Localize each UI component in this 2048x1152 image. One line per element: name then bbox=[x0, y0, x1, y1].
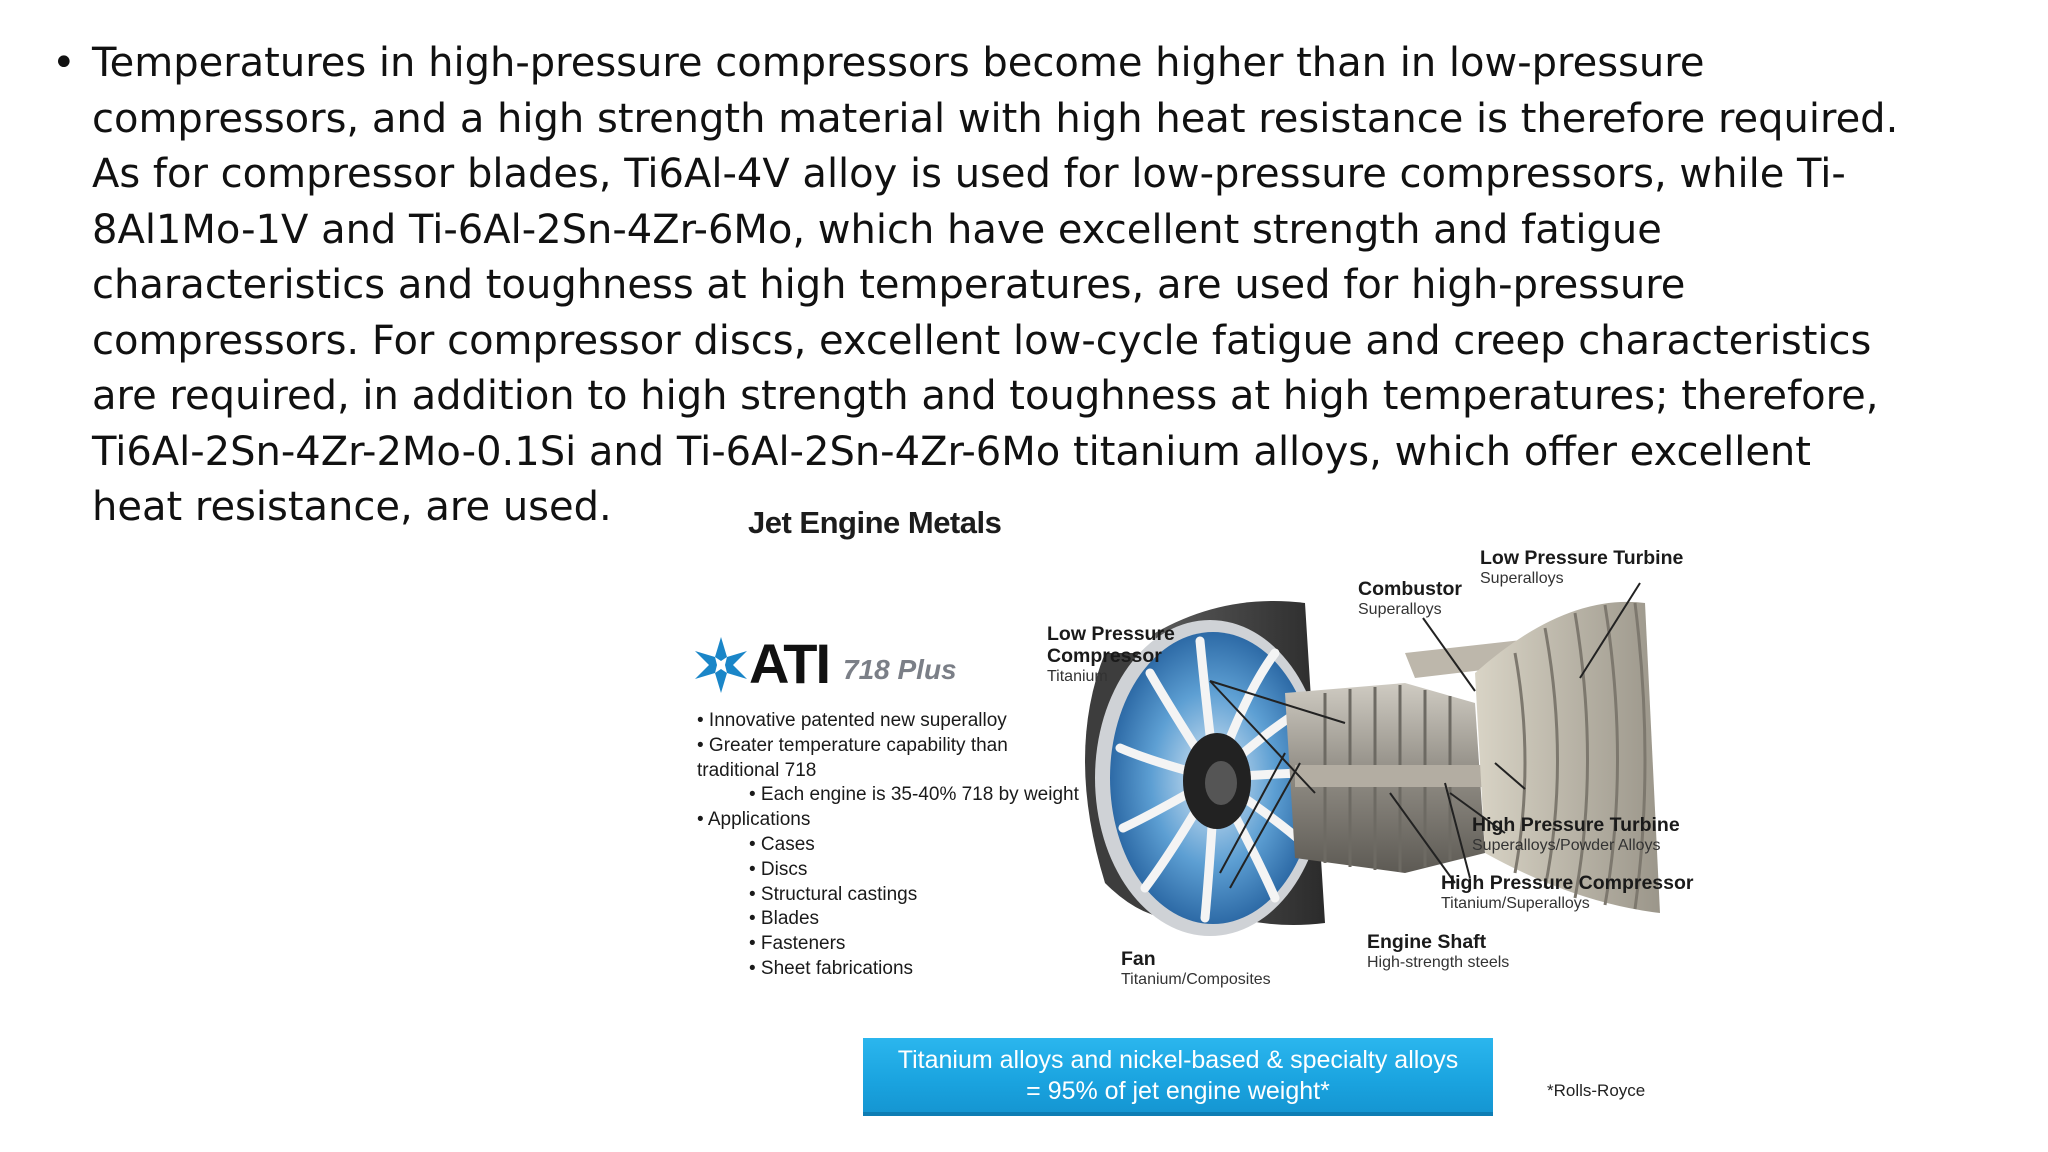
bullet-paragraph bbox=[52, 36, 1998, 536]
source-credit: *Rolls-Royce bbox=[1547, 1081, 1646, 1100]
paragraph-line: heat resistance, are used. bbox=[92, 484, 612, 530]
callout-name: Combustor bbox=[1358, 578, 1462, 600]
callout-material: High-strength steels bbox=[1367, 954, 1510, 971]
callout-engine-shaft bbox=[1367, 931, 1509, 973]
list-item: • Greater temperature capability than bbox=[697, 734, 1008, 756]
paragraph-line: compressors. For compressor discs, excellent low-cycle fatigue and creep characteristics bbox=[92, 317, 1872, 364]
paragraph-line: Ti6Al-2Sn-4Zr-2Mo-0.1Si and Ti-6Al-2Sn-4Zr-6Mo titanium alloys, which offer excellent bbox=[92, 428, 1811, 475]
callout-material: Superalloys bbox=[1480, 570, 1564, 587]
callout-material: Superalloys bbox=[1358, 601, 1442, 618]
banner-line2: = 95% of jet engine weight* bbox=[1026, 1077, 1330, 1105]
callout-name-line2: Compressor bbox=[1047, 645, 1162, 667]
callout-material: Superalloys/Powder Alloys bbox=[1472, 837, 1661, 854]
callout-combustor bbox=[1358, 578, 1462, 620]
callout-name-line1: Low Pressure bbox=[1047, 623, 1175, 645]
callout-high-pressure-turbine bbox=[1472, 814, 1680, 856]
callout-name: High Pressure Turbine bbox=[1472, 814, 1680, 836]
callout-low-pressure-turbine bbox=[1480, 547, 1683, 589]
callout-name: Fan bbox=[1121, 948, 1156, 970]
ati-star-icon bbox=[691, 635, 751, 695]
list-item: • Sheet fabrications bbox=[749, 957, 914, 979]
list-item: • Cases bbox=[749, 833, 815, 855]
ati-logo bbox=[691, 632, 1031, 695]
paragraph-line: are required, in addition to high strength and toughness at high temperatures; therefore, bbox=[92, 373, 1879, 419]
ati-product-name: 718 Plus bbox=[843, 654, 957, 685]
paragraph-line: compressors, and a high strength material with high heat resistance is therefore required. bbox=[92, 95, 1899, 142]
list-item: • Each engine is 35-40% 718 by weight bbox=[749, 784, 1079, 806]
list-item: traditional 718 bbox=[697, 759, 817, 781]
callout-material: Titanium bbox=[1047, 668, 1108, 685]
callout-material: Titanium/Superalloys bbox=[1441, 895, 1590, 912]
callout-name: High Pressure Compressor bbox=[1441, 872, 1694, 894]
weight-banner bbox=[863, 1038, 1493, 1116]
callout-low-pressure-compressor bbox=[1047, 623, 1175, 687]
figure-title: Jet Engine Metals bbox=[748, 505, 1002, 540]
list-item: • Discs bbox=[749, 858, 808, 880]
callout-fan bbox=[1121, 948, 1271, 990]
list-item: • Blades bbox=[749, 908, 820, 930]
paragraph-line: characteristics and toughness at high temperatures, are used for high-pressure bbox=[92, 262, 1686, 308]
callout-material: Titanium/Composites bbox=[1121, 971, 1271, 988]
list-item: • Fasteners bbox=[749, 933, 846, 955]
list-item: • Innovative patented new superalloy bbox=[697, 710, 1007, 731]
jet-engine-figure bbox=[685, 493, 1748, 1152]
banner-line1: Titanium alloys and nickel-based & specialty alloys bbox=[897, 1046, 1459, 1074]
paragraph-line: Temperatures in high-pressure compressors become higher than in low-pressure bbox=[92, 40, 1705, 86]
ati-feature-list bbox=[697, 709, 1079, 982]
list-item: • Structural castings bbox=[749, 883, 918, 905]
paragraph-line: 8Al1Mo-1V and Ti-6Al-2Sn-4Zr-6Mo, which have excellent strength and fatigue bbox=[92, 206, 1662, 253]
bullet-marker: • bbox=[52, 40, 76, 86]
paragraph-line: As for compressor blades, Ti6Al-4V alloy is used for low-pressure compressors, while Ti- bbox=[92, 151, 1846, 197]
callout-high-pressure-compressor bbox=[1441, 872, 1694, 914]
list-item: • Applications bbox=[697, 809, 811, 831]
ati-wordmark: ATI bbox=[749, 632, 830, 695]
callout-name: Engine Shaft bbox=[1367, 931, 1487, 953]
callout-name: Low Pressure Turbine bbox=[1480, 547, 1684, 569]
